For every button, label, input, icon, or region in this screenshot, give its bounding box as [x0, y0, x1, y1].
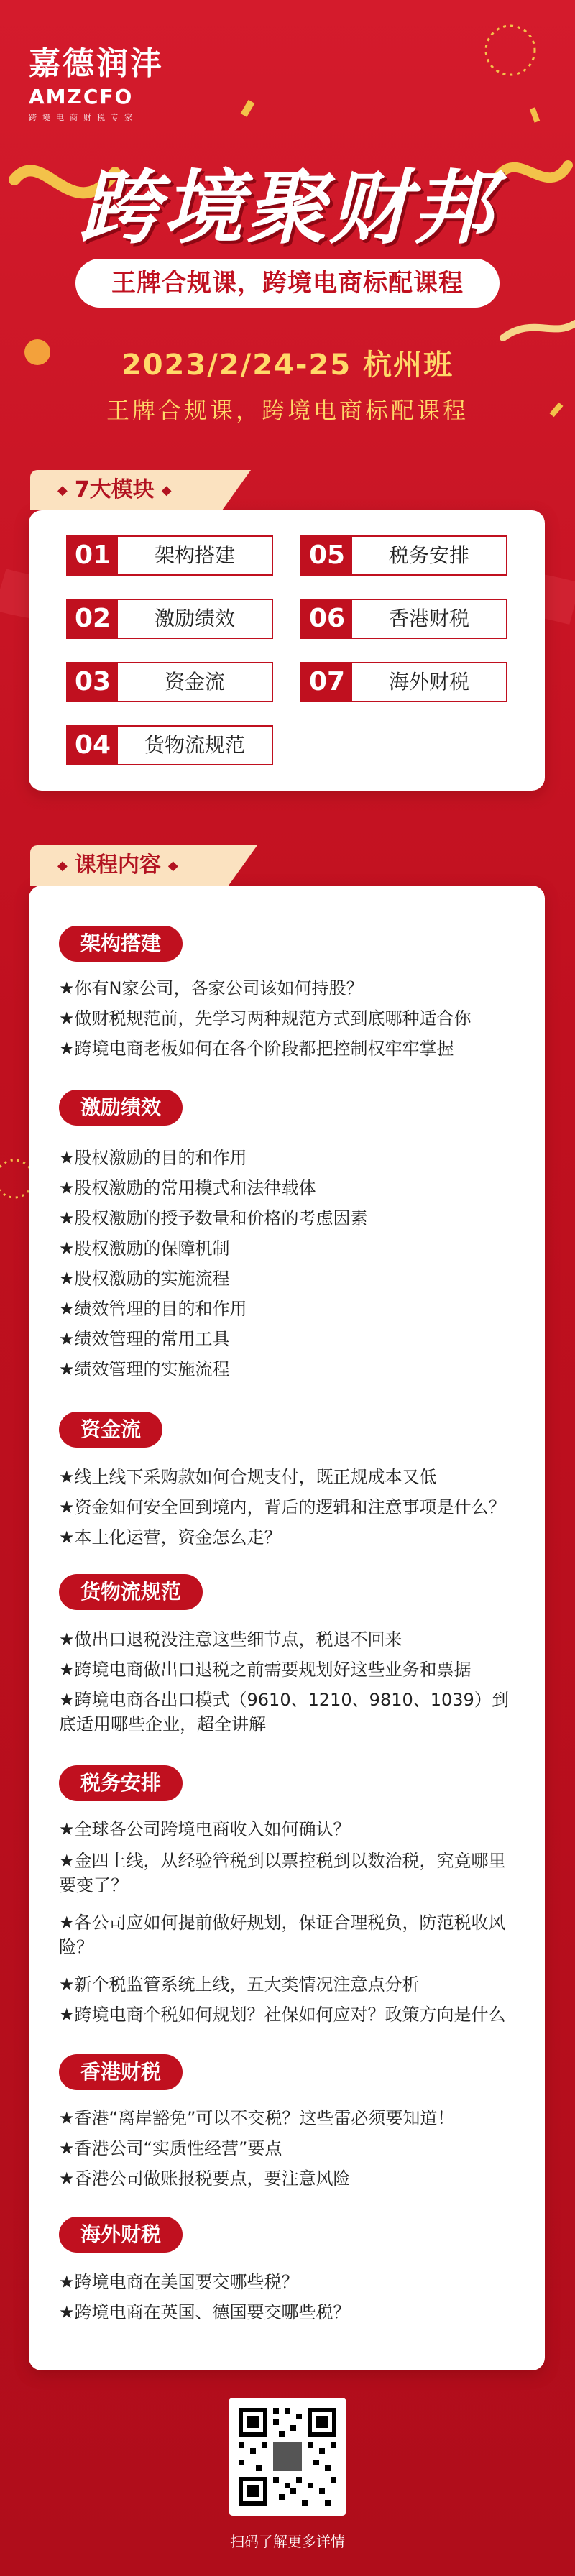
module-number: 02: [68, 600, 118, 638]
section-title: 海外财税: [59, 2217, 183, 2253]
brand-name: 嘉德润沣: [29, 45, 164, 82]
brand-tagline: 跨境电商财税专家: [29, 113, 138, 122]
hero-pill: 王牌合规课，跨境电商标配课程: [75, 259, 500, 308]
bullet-item: ★全球各公司跨境电商收入如何确认？: [59, 1819, 351, 1839]
bullet-item: ★股权激励的常用模式和法律载体: [59, 1178, 316, 1198]
bullet-item: ★跨境电商个税如何规划？社保如何应对？政策方向是什么: [59, 2005, 506, 2025]
bullet-item: ★新个税监管系统上线，五大类情况注意点分析: [59, 1974, 420, 1995]
bullet-item: ★香港公司“实质性经营”要点: [59, 2138, 282, 2158]
bullet-item: ★线上线下采购款如何合规支付，既正规成本又低: [59, 1467, 437, 1487]
bullet-item: ★香港公司做账报税要点，要注意风险: [59, 2168, 351, 2189]
diamond-icon: ◆: [161, 482, 172, 498]
diamond-icon: ◆: [167, 857, 178, 873]
bullet-item: ★做财税规范前，先学习两种规范方式到底哪种适合你: [59, 1008, 472, 1029]
module-item: [300, 599, 507, 639]
section-title: 税务安排: [59, 1765, 183, 1801]
bullet-item: ★跨境电商做出口退税之前需要规划好这些业务和票据: [59, 1660, 472, 1680]
module-item: [66, 599, 273, 639]
bullet-item: ★本土化运营，资金怎么走？: [59, 1527, 282, 1547]
bullet-item: ★跨境电商在美国要交哪些税？: [59, 2272, 299, 2292]
module-item: [300, 662, 507, 702]
bullet-item: ★绩效管理的实施流程: [59, 1359, 230, 1379]
section-title: 货物流规范: [59, 1574, 203, 1610]
module-number: 07: [302, 663, 352, 701]
module-number: 06: [302, 600, 352, 638]
section-title: 架构搭建: [59, 926, 183, 962]
module-item: [300, 535, 507, 576]
qr-caption: 扫码了解更多详情: [230, 2533, 345, 2550]
course-tab: [30, 845, 229, 886]
event-date: 2023/2/24-25 杭州班: [121, 349, 454, 382]
brand-en: AMZCFO: [29, 85, 134, 109]
module-item: [66, 535, 273, 576]
section-title: 激励绩效: [59, 1090, 183, 1126]
course-tab-label: 课程内容: [74, 852, 161, 878]
bullet-item: ★各公司应如何提前做好规划，保证合理税负，防范税收风险？: [59, 1913, 506, 1957]
bullet-item: ★跨境电商老板如何在各个阶段都把控制权牢牢掌握: [59, 1039, 454, 1059]
diamond-icon: ◆: [58, 482, 68, 498]
module-label: 海外财税: [388, 670, 469, 694]
module-number: 05: [302, 537, 352, 574]
bullet-item: ★做出口退税没注意这些细节点，税退不回来: [59, 1629, 402, 1650]
modules-tab-label: 7大模块: [74, 477, 155, 502]
bullet-item: ★你有N家公司，各家公司该如何持股？: [59, 978, 364, 998]
bullet-item: ★股权激励的保障机制: [59, 1238, 230, 1259]
module-label: 架构搭建: [154, 543, 235, 567]
module-number: 01: [68, 537, 118, 574]
bullet-item: ★香港“离岸豁免”可以不交税？这些雷必须要知道！: [59, 2108, 455, 2128]
hero-title: 跨境聚财邦: [79, 162, 496, 255]
module-label: 资金流: [164, 670, 225, 694]
module-number: 03: [68, 663, 118, 701]
bullet-item: ★资金如何安全回到境内，背后的逻辑和注意事项是什么？: [59, 1497, 506, 1517]
qr-code-icon: [229, 2398, 346, 2516]
bullet-item: ★股权激励的授予数量和价格的考虑因素: [59, 1208, 368, 1228]
event-subtitle: 王牌合规课，跨境电商标配课程: [106, 397, 469, 424]
diamond-icon: ◆: [58, 857, 68, 873]
bullet-item: ★跨境电商在英国、德国要交哪些税？: [59, 2302, 351, 2322]
bullet-item: ★跨境电商各出口模式（9610、1210、9810、1039）到底适用哪些企业，超全讲解: [59, 1690, 509, 1734]
bullet-item: ★绩效管理的目的和作用: [59, 1299, 247, 1319]
section-title: 香港财税: [59, 2054, 183, 2090]
bullet-item: ★股权激励的实施流程: [59, 1269, 230, 1289]
module-item: [66, 662, 273, 702]
bullet-item: ★股权激励的目的和作用: [59, 1148, 247, 1168]
bullet-item: ★金四上线，从经验管税到以票控税到以数治税，究竟哪里要变了？: [59, 1851, 506, 1895]
brand-logo: [29, 37, 164, 123]
module-label: 货物流规范: [144, 733, 245, 757]
module-label: 税务安排: [388, 543, 469, 567]
module-label: 香港财税: [388, 607, 469, 630]
module-label: 激励绩效: [154, 607, 235, 630]
modules-tab: [30, 470, 222, 510]
qr-code[interactable]: [229, 2398, 346, 2516]
module-item: [66, 725, 273, 765]
bullet-item: ★绩效管理的常用工具: [59, 1329, 230, 1349]
module-number: 04: [68, 727, 118, 764]
section-title: 资金流: [59, 1412, 162, 1448]
